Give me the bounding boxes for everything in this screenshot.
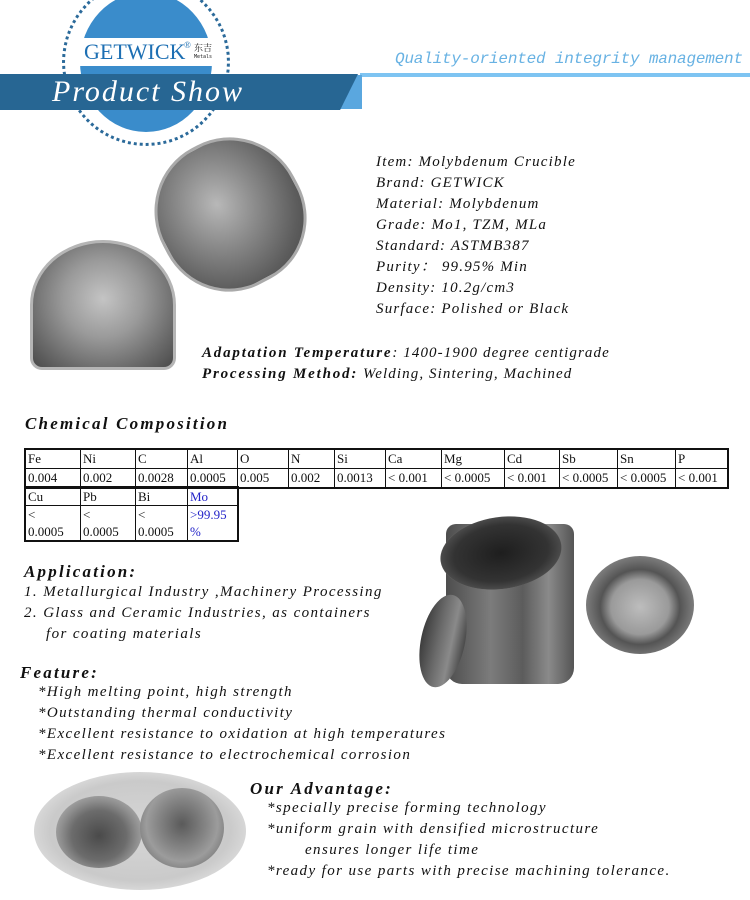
spec-material: Material: Molybdenum (376, 196, 540, 212)
table-cell: 0.0028 (136, 469, 188, 489)
processing-method-value: Welding, Sintering, Machined (358, 366, 573, 382)
value-line: 0.0005 (28, 524, 64, 539)
cup-image-left (56, 796, 142, 868)
advantage-heading: Our Advantage: (250, 779, 394, 798)
spec-item: Item: Molybdenum Crucible (376, 154, 576, 170)
extra-specs (202, 343, 610, 385)
logo-dotted-ring (62, 0, 230, 146)
table-cell: N (289, 449, 335, 469)
brand-sub-text: Metals (194, 54, 213, 60)
value-line: < (83, 507, 91, 522)
chemical-composition-heading: Chemical Composition (25, 414, 230, 433)
table-cell: < 0.0005 (618, 469, 676, 489)
table-cell: Pb (81, 487, 136, 506)
table-cell: Ni (81, 449, 136, 469)
composition-table-secondary (24, 486, 239, 542)
table-cell: Bi (136, 487, 188, 506)
spec-grade: Grade: Mo1, TZM, MLa (376, 217, 548, 233)
value-line: 0.0005 (138, 524, 174, 539)
table-cell: 0.0005 (188, 469, 238, 489)
table-cell: < 0.001 (505, 469, 560, 489)
registered-mark: ® (184, 40, 191, 50)
spec-brand: Brand: GETWICK (376, 175, 505, 191)
brand-logo: GETWICK (84, 39, 186, 64)
table-cell: 0.004 (25, 469, 81, 489)
application-list (24, 582, 383, 645)
table-cell: Sn (618, 449, 676, 469)
table-cell: Mg (442, 449, 505, 469)
application-heading: Application: (24, 562, 138, 581)
crucible-cap-image (586, 556, 694, 654)
application-item: 2. Glass and Ceramic Industries, as containers (24, 605, 371, 621)
table-cell: < 0.0005 (442, 469, 505, 489)
advantage-item: *specially precise forming technology (267, 800, 547, 816)
table-cell: 0.0013 (335, 469, 386, 489)
table-cell: Al (188, 449, 238, 469)
table-cell: Fe (25, 449, 81, 469)
table-cell (25, 506, 81, 542)
application-item: 1. Metallurgical Industry ,Machinery Processing (24, 584, 383, 600)
value-line: 0.0005 (83, 524, 119, 539)
table-cell: P (676, 449, 729, 469)
feature-heading: Feature: (20, 663, 99, 682)
table-cell: Sb (560, 449, 618, 469)
processing-method-label: Processing Method: (202, 366, 359, 382)
feature-list (38, 682, 446, 766)
table-cell: < 0.0005 (560, 469, 618, 489)
table-cell: < 0.001 (676, 469, 729, 489)
table-cell-mo: Mo (188, 487, 239, 506)
banner-title: Product Show (52, 75, 245, 108)
table-cell: < 0.001 (386, 469, 442, 489)
slogan-divider (360, 73, 750, 77)
table-cell: O (238, 449, 289, 469)
spec-surface: Surface: Polished or Black (376, 301, 570, 317)
value-line: % (190, 524, 201, 539)
feature-item: *Excellent resistance to oxidation at high temperatures (38, 726, 447, 742)
processing-method (202, 364, 610, 385)
table-cell: 0.002 (81, 469, 136, 489)
value-line: < (28, 507, 36, 522)
spec-purity: Purity： 99.95% Min (376, 259, 529, 275)
table-cell: 0.005 (238, 469, 289, 489)
feature-item: *High melting point, high strength (38, 684, 293, 700)
value-line: >99.95 (190, 507, 227, 522)
advantage-item: *uniform grain with densified microstructure (267, 821, 600, 837)
advantage-list (267, 798, 671, 882)
spec-standard: Standard: ASTMB387 (376, 238, 530, 254)
table-cell: Cd (505, 449, 560, 469)
slogan: Quality-oriented integrity management (395, 50, 743, 68)
table-row-elements (25, 449, 728, 469)
feature-item: *Outstanding thermal conductivity (38, 705, 294, 721)
brand-cn-text: 东吉 (194, 43, 213, 53)
crucible-image-upright (30, 240, 176, 370)
table-cell-mo-value (188, 506, 239, 542)
table-cell: 0.002 (289, 469, 335, 489)
table-cell (81, 506, 136, 542)
table-row-elements (25, 487, 238, 506)
table-cell: Si (335, 449, 386, 469)
table-cell (136, 506, 188, 542)
table-cell: C (136, 449, 188, 469)
table-row-values (25, 506, 238, 542)
cup-image-right (140, 788, 224, 868)
spec-density: Density: 10.2g/cm3 (376, 280, 516, 296)
composition-table-main (24, 448, 729, 489)
value-line: < (138, 507, 146, 522)
adaptation-temperature-label: Adaptation Temperature (202, 345, 393, 361)
table-cell: Cu (25, 487, 81, 506)
advantage-item-continued: ensures longer life time (305, 842, 480, 858)
spec-list (376, 152, 576, 320)
adaptation-temperature (202, 343, 610, 364)
feature-item: *Excellent resistance to electrochemical corrosion (38, 747, 412, 763)
adaptation-temperature-value: : 1400-1900 degree centigrade (392, 345, 610, 361)
application-item-continued: for coating materials (46, 626, 203, 642)
advantage-item: *ready for use parts with precise machining tolerance. (267, 863, 671, 879)
table-cell: Ca (386, 449, 442, 469)
